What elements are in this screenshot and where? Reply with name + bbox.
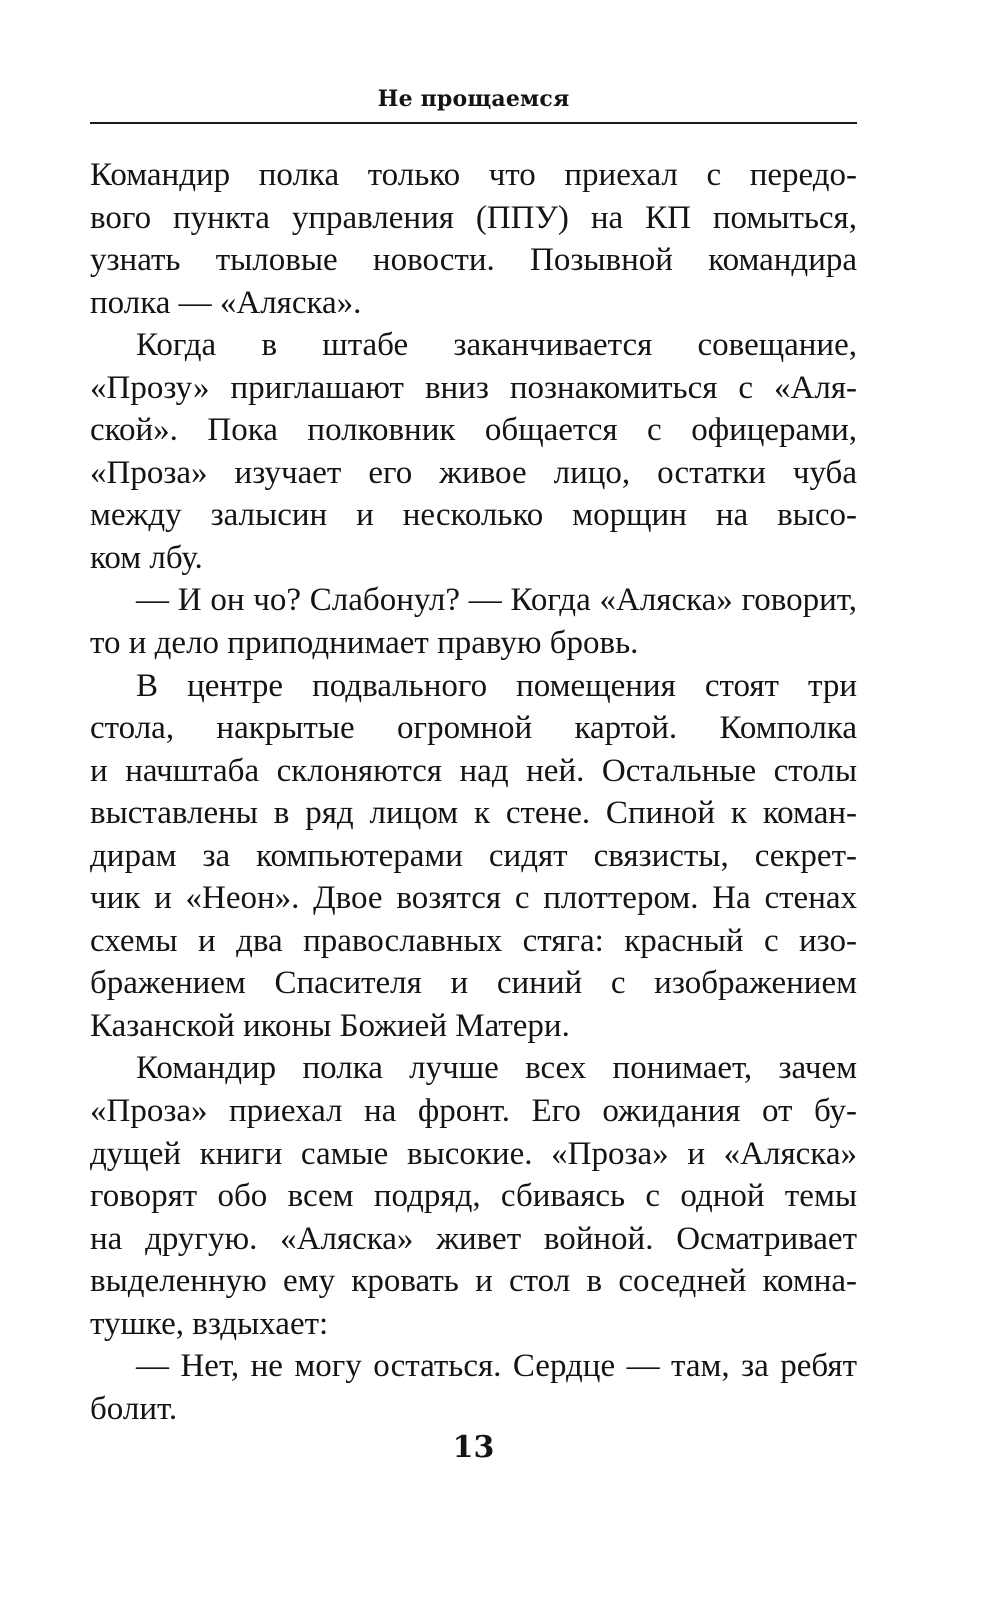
text-line: и начштаба склоняются над ней. Остальные столы (90, 752, 857, 789)
text-line: стола, накрытые огромной картой. Комполка (90, 710, 857, 747)
text-line: «Прозу» приглашают вниз познакомиться с «Аля- (90, 369, 857, 406)
text-line: дирам за компьютерами сидят связисты, секрет- (90, 837, 857, 874)
text-line: ком лбу. (90, 539, 203, 576)
page-number: 13 (452, 1430, 495, 1465)
text-line: выделенную ему кровать и стол в соседней комна- (90, 1263, 857, 1300)
text-line: — Нет, не могу остаться. Сердце — там, за ребят (136, 1348, 857, 1385)
text-line: Командир полка только что приехал с передо- (90, 157, 857, 193)
text-line: узнать тыловые новости. Позывной командира (90, 242, 857, 279)
body-text (90, 154, 857, 1430)
text-line: «Проза» приехал на фронт. Его ожидания от бу- (90, 1093, 857, 1130)
text-line: дущей книги самые высокие. «Проза» и «Аляска» (90, 1135, 857, 1172)
text-line: то и дело приподнимает правую бровь. (90, 625, 639, 662)
text-line: между залысин и несколько морщин на высо- (90, 497, 857, 534)
text-line: чик и «Неон». Двое возятся с плоттером. На стенах (90, 880, 857, 917)
text-line: ской». Пока полковник общается с офицерами, (90, 412, 857, 449)
text-line: тушке, вздыхает: (90, 1305, 329, 1342)
text-line: Командир полка лучше всех понимает, зачем (136, 1050, 857, 1087)
running-head: Не прощаемся (377, 86, 570, 112)
text-line: В центре подвального помещения стоят три (136, 667, 857, 704)
text-line: говорят обо всем подряд, сбиваясь с одной темы (90, 1178, 857, 1215)
header-rule (90, 122, 857, 124)
text-line: на другую. «Аляска» живет войной. Осматривает (90, 1220, 857, 1257)
text-line: Казанской иконы Божией Матери. (90, 1007, 570, 1044)
text-line: выставлены в ряд лицом к стене. Спиной к коман- (90, 795, 857, 832)
text-line: болит. (90, 1390, 178, 1427)
text-line: «Проза» изучает его живое лицо, остатки чуба (90, 454, 857, 491)
text-line: схемы и два православных стяга: красный с изо- (90, 922, 857, 959)
text-line: Когда в штабе заканчивается совещание, (136, 327, 857, 364)
text-line: бражением Спасителя и синий с изображением (90, 965, 857, 1002)
text-line: вого пункта управления (ППУ) на КП помыться, (90, 199, 857, 236)
text-line: полка — «Аляска». (90, 284, 362, 321)
text-line: — И он чо? Слабонул? — Когда «Аляска» говорит, (136, 582, 857, 619)
